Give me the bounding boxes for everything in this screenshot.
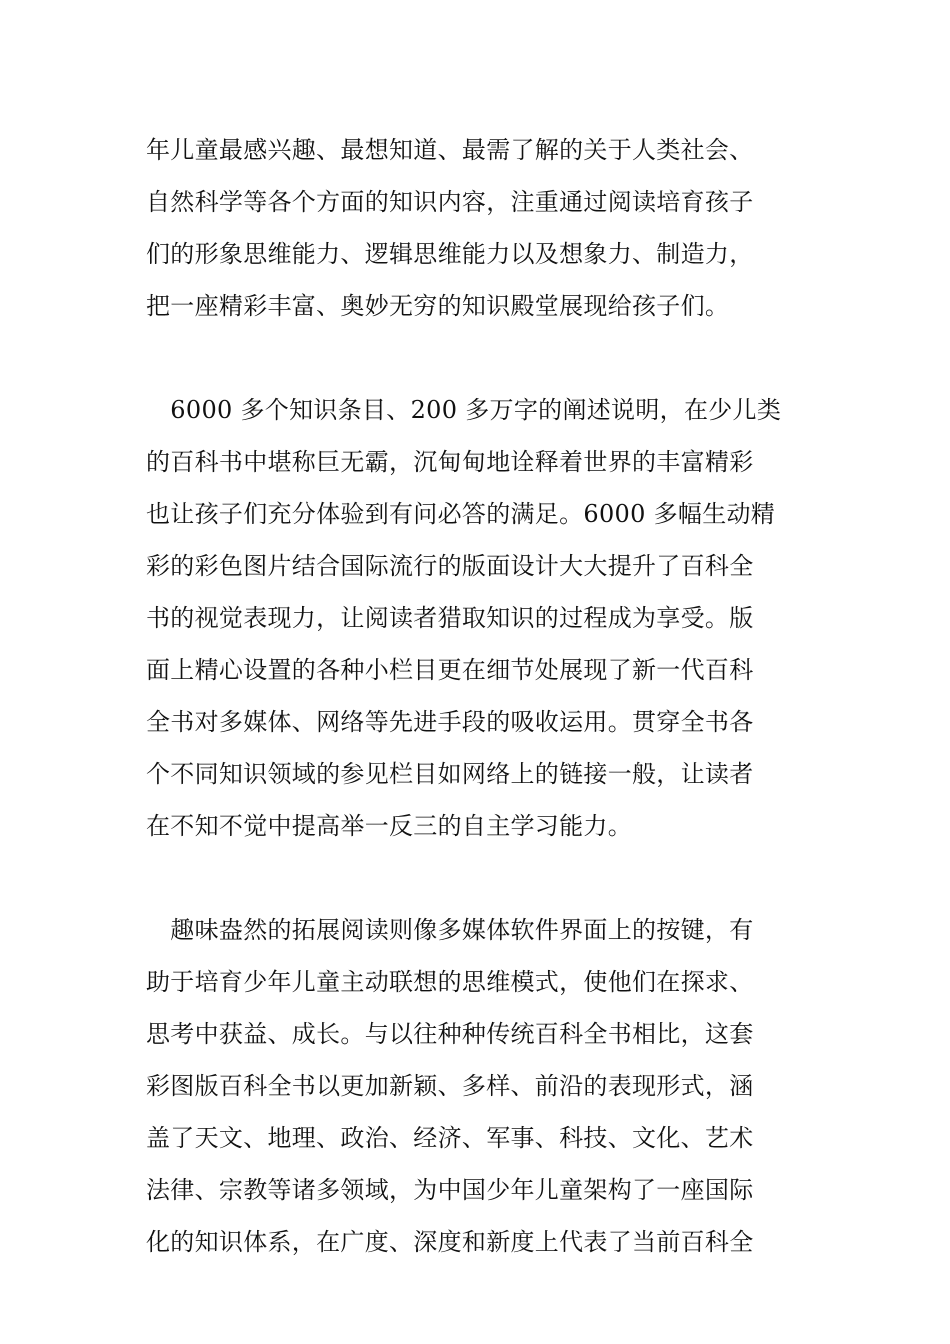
text-line: 的百科书中堪称巨无霸，沉甸甸地诠释着世界的丰富精彩 [146, 448, 754, 476]
text-line: 个不同知识领域的参见栏目如网络上的链接一般，让读者 [146, 760, 754, 788]
document-page [146, 124, 806, 1268]
text-line: 自然科学等各个方面的知识内容，注重通过阅读培育孩子 [146, 188, 754, 216]
text-line: 思考中获益、成长。与以往种种传统百科全书相比，这套 [146, 1020, 754, 1048]
text-line: 盖了天文、地理、政治、经济、军事、科技、文化、艺术 [146, 1124, 754, 1152]
text-line: 在不知不觉中提高举一反三的自主学习能力。 [146, 812, 632, 840]
text-line: 法律、宗教等诸多领域，为中国少年儿童架构了一座国际 [146, 1176, 754, 1204]
paragraph-3 [146, 904, 806, 1268]
text-line: 助于培育少年儿童主动联想的思维模式，使他们在探求、 [146, 968, 754, 996]
text-line: 彩的彩色图片结合国际流行的版面设计大大提升了百科全 [146, 552, 754, 580]
text-line: 6000 多个知识条目、200 多万字的阐述说明，在少儿类 [146, 396, 782, 424]
text-line: 面上精心设置的各种小栏目更在细节处展现了新一代百科 [146, 656, 754, 684]
text-line: 化的知识体系，在广度、深度和新度上代表了当前百科全 [146, 1228, 754, 1256]
text-line: 趣味盎然的拓展阅读则像多媒体软件界面上的按键，有 [146, 916, 754, 944]
text-line: 也让孩子们充分体验到有问必答的满足。6000 多幅生动精 [146, 500, 776, 528]
paragraph-spacer [146, 852, 806, 904]
text-line: 书的视觉表现力，让阅读者猎取知识的过程成为享受。版 [146, 604, 754, 632]
text-line: 彩图版百科全书以更加新颖、多样、前沿的表现形式，涵 [146, 1072, 754, 1100]
paragraph-2 [146, 384, 806, 852]
paragraph-1 [146, 124, 806, 332]
paragraph-spacer [146, 332, 806, 384]
text-line: 全书对多媒体、网络等先进手段的吸收运用。贯穿全书各 [146, 708, 754, 736]
text-line: 把一座精彩丰富、奥妙无穷的知识殿堂展现给孩子们。 [146, 292, 730, 320]
text-line: 年儿童最感兴趣、最想知道、最需了解的关于人类社会、 [146, 136, 754, 164]
text-line: 们的形象思维能力、逻辑思维能力以及想象力、制造力， [146, 240, 754, 268]
